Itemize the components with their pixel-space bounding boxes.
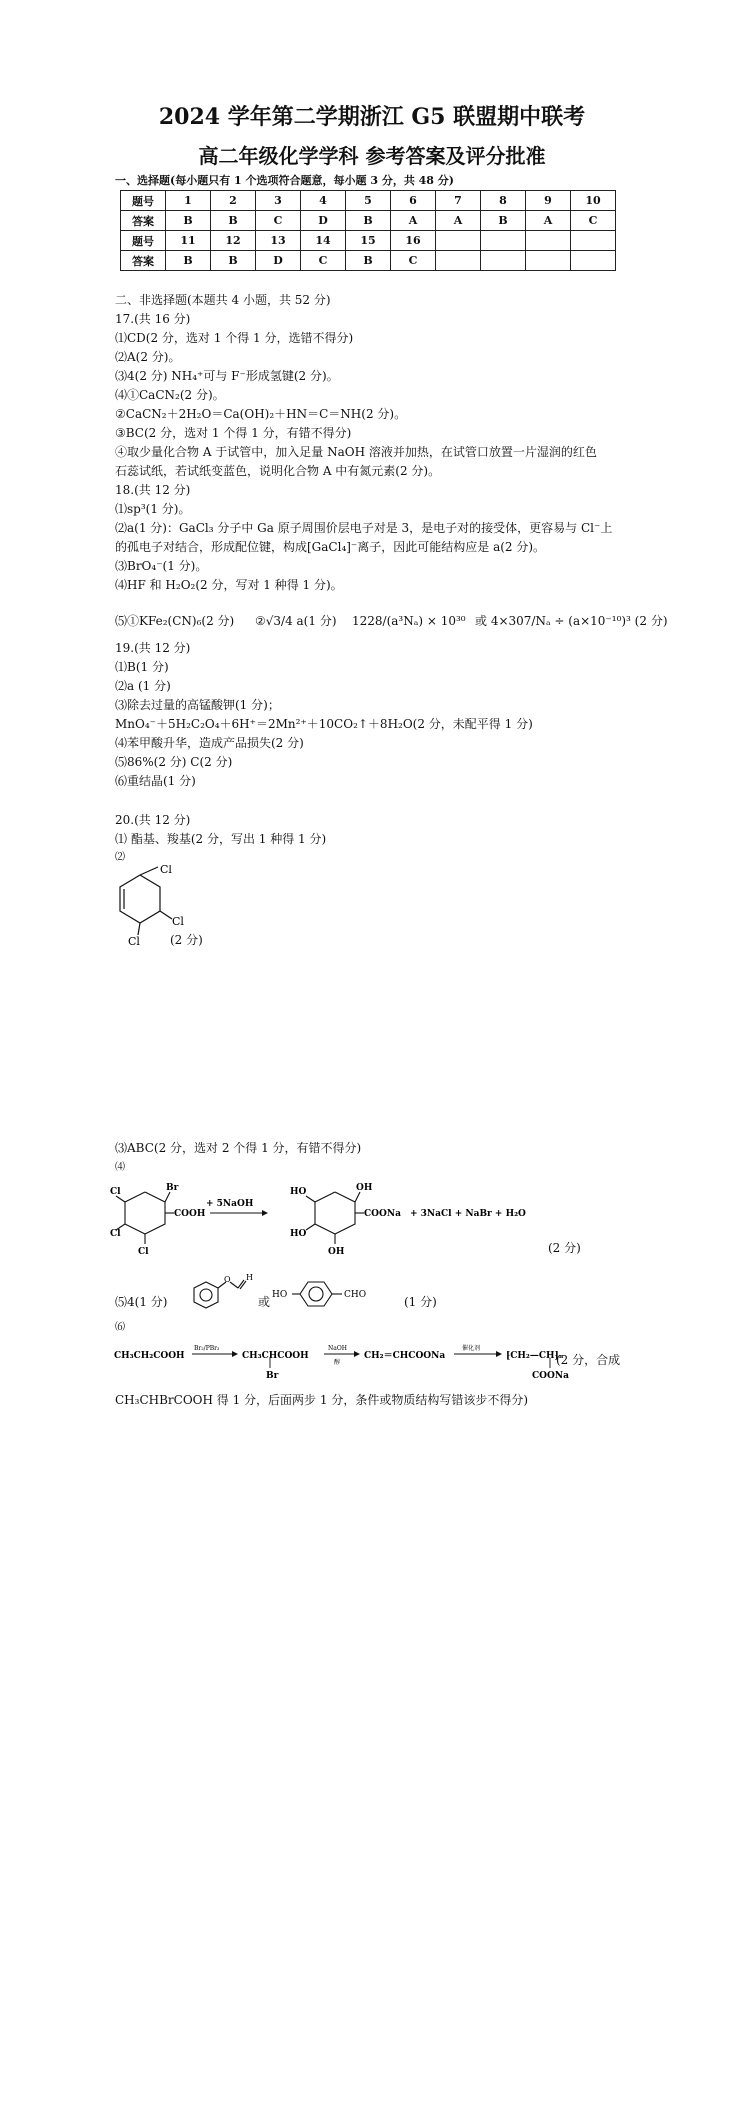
chem-label-s1: CH₃CH₂COOH <box>114 1351 185 1361</box>
q20-line: ⑸4(1 分) <box>115 1295 168 1309</box>
or-label: 或 <box>258 1295 271 1309</box>
q17-line: ⑶4(2 分) NH₄⁺可与 F⁻形成氢键(2 分)。 <box>115 369 339 383</box>
chem-label-ho: HO <box>272 1290 288 1300</box>
q18-line: ⑶BrO₄⁻(1 分)。 <box>115 559 208 573</box>
hydroxybenzaldehyde-structure <box>270 1272 390 1316</box>
chem-label-s2: CH₃CHCOOH <box>242 1351 309 1361</box>
q18-line: 的孤电子对结合，形成配位键，构成[GaCl₄]⁻离子，因此可能结构应是 a(2 分)。 <box>115 540 546 554</box>
table-cell: 10 <box>571 191 616 211</box>
table-cell: 9 <box>526 191 571 211</box>
q19-line: ⑵a (1 分) <box>115 679 171 693</box>
table-cell: 11 <box>166 231 211 251</box>
table-cell: 2 <box>211 191 256 211</box>
table-cell <box>526 251 571 271</box>
q20-score: (2 分) <box>548 1241 581 1255</box>
table-cell <box>571 251 616 271</box>
table-cell: 4 <box>301 191 346 211</box>
chem-label-c2b: 醇 <box>334 1359 341 1366</box>
table-cell: 8 <box>481 191 526 211</box>
table-cell: B <box>346 251 391 271</box>
table-cell: D <box>256 251 301 271</box>
table-cell <box>526 231 571 251</box>
q18-line: ⑷HF 和 H₂O₂(2 分，写对 1 种得 1 分)。 <box>115 578 343 592</box>
chem-label-cl: Cl <box>160 865 172 876</box>
table-cell: B <box>166 251 211 271</box>
table-cell: C <box>391 251 436 271</box>
q17-line: ⑵A(2 分)。 <box>115 350 181 364</box>
q19-line: MnO₄⁻＋5H₂C₂O₄＋6H⁺＝2Mn²⁺＋10CO₂↑＋8H₂O(2 分，未配平得 1 分) <box>115 717 533 731</box>
chem-label-cho: CHO <box>344 1290 367 1300</box>
table-cell: 3 <box>256 191 301 211</box>
q20-line: ⑵ <box>115 852 125 863</box>
chem-label-s3: CH₂＝CHCOONa <box>364 1351 446 1361</box>
q17-line: ⑴CD(2 分，选对 1 个得 1 分，选错不得分) <box>115 331 354 345</box>
chem-label-s4b: COONa <box>532 1371 569 1381</box>
table-cell: B <box>166 211 211 231</box>
answer-table <box>120 190 616 271</box>
table-cell: D <box>301 211 346 231</box>
table-cell <box>436 251 481 271</box>
section2-heading: 二、非选择题(本题共 4 小题，共 52 分) <box>115 293 331 307</box>
q18-line: ⑵a(1 分)：GaCl₃ 分子中 Ga 原子周围价层电子对是 3，是电子对的接受体，更容易与 Cl⁻上 <box>115 521 613 535</box>
chem-label-cl: Cl <box>128 935 140 945</box>
q20-line: ⑴ 酯基、羧基(2 分，写出 1 种得 1 分) <box>115 832 327 846</box>
table-cell: 14 <box>301 231 346 251</box>
chem-label-c2: NaOH <box>328 1345 347 1352</box>
q18-heading: 18.(共 12 分) <box>115 483 191 497</box>
chem-label-cl: Cl <box>110 1187 121 1197</box>
chem-label-br: Br <box>166 1183 179 1193</box>
chem-label-ho: HO <box>290 1187 307 1197</box>
table-cell: 7 <box>436 191 481 211</box>
q18-line: ⑸①KFe₂(CN)₆(2 分) <box>115 614 235 628</box>
table-cell: 答案 <box>121 251 166 271</box>
q19-line: ⑸86%(2 分) C(2 分) <box>115 755 233 769</box>
table-cell: 12 <box>211 231 256 251</box>
chem-label-ho: HO <box>290 1229 307 1239</box>
chem-label-cooh: COOH <box>174 1209 206 1219</box>
table-row <box>121 231 616 251</box>
chem-label-oh: OH <box>328 1247 345 1257</box>
table-cell: 16 <box>391 231 436 251</box>
q19-line: ⑹重结晶(1 分) <box>115 774 196 788</box>
q18-formula: 1228/(a³Nₐ) × 10³⁰ <box>352 614 466 628</box>
reaction-equation-q20-4 <box>110 1178 580 1258</box>
chem-label-cl: Cl <box>172 915 184 928</box>
table-cell: 1 <box>166 191 211 211</box>
q20-score: (1 分) <box>404 1295 437 1309</box>
chem-label-c3: 催化剂 <box>462 1345 481 1352</box>
table-cell <box>436 231 481 251</box>
section1-heading: 一、选择题(每小题只有 1 个选项符合题意，每小题 3 分，共 48 分) <box>115 174 455 187</box>
chem-label-c1: Br₂/PBr₃ <box>194 1345 220 1352</box>
q20-heading: 20.(共 12 分) <box>115 813 191 827</box>
table-cell: B <box>481 211 526 231</box>
table-cell: 5 <box>346 191 391 211</box>
table-cell: 6 <box>391 191 436 211</box>
table-cell: B <box>346 211 391 231</box>
table-cell: A <box>391 211 436 231</box>
q17-heading: 17.(共 16 分) <box>115 312 191 326</box>
chem-label-products: + 3NaCl + NaBr + H₂O <box>410 1209 526 1219</box>
synthesis-route <box>114 1338 584 1388</box>
q20-score: (2 分) <box>170 933 203 947</box>
table-cell: 题号 <box>121 231 166 251</box>
table-cell <box>571 231 616 251</box>
q18-formula: ②√3/4 a(1 分) <box>255 614 337 628</box>
chem-label-h: H <box>246 1273 253 1282</box>
table-cell: B <box>211 211 256 231</box>
q20-line: ⑷ <box>115 1162 125 1173</box>
q17-line: ⑷①CaCN₂(2 分)。 <box>115 388 225 402</box>
table-cell: C <box>571 211 616 231</box>
q20-score: (2 分，合成 <box>556 1353 621 1367</box>
table-row <box>121 211 616 231</box>
q18-formula: 或 4×307/Nₐ ÷ (a×10⁻¹⁰)³ (2 分) <box>475 614 668 628</box>
chem-label-oh: OH <box>356 1183 373 1193</box>
table-row <box>121 251 616 271</box>
chem-label-br: Br <box>266 1371 279 1381</box>
table-cell: 13 <box>256 231 301 251</box>
q17-line: ③BC(2 分，选对 1 个得 1 分，有错不得分) <box>115 426 352 440</box>
table-cell: C <box>301 251 346 271</box>
table-cell: A <box>526 211 571 231</box>
table-cell <box>481 231 526 251</box>
chem-label-o: O <box>224 1275 231 1284</box>
table-cell: A <box>436 211 481 231</box>
table-cell: 15 <box>346 231 391 251</box>
chem-label-s4: ⁅CH₂—CH⁆ₙ <box>506 1351 564 1361</box>
chem-label-cl: Cl <box>110 1229 121 1239</box>
table-cell <box>481 251 526 271</box>
page-title: 2024 学年第二学期浙江 G5 联盟期中联考 <box>158 104 586 130</box>
q17-line: 石蕊试纸，若试纸变蓝色，说明化合物 A 中有氮元素(2 分)。 <box>115 464 441 478</box>
q20-line: ⑹ <box>115 1322 125 1333</box>
table-cell: B <box>211 251 256 271</box>
q19-line: ⑷苯甲酸升华，造成产品损失(2 分) <box>115 736 304 750</box>
q20-line: CH₃CHBrCOOH 得 1 分，后面两步 1 分，条件或物质结构写错该步不得分) <box>115 1393 529 1407</box>
q20-line: ⑶ABC(2 分，选对 2 个得 1 分，有错不得分) <box>115 1141 362 1155</box>
phenyl-formate-structure <box>180 1270 260 1320</box>
chem-label-cl: Cl <box>138 1247 149 1257</box>
q17-line: ②CaCN₂＋2H₂O＝Ca(OH)₂＋HN＝C＝NH(2 分)。 <box>115 407 407 421</box>
page-subtitle: 高二年级化学学科 参考答案及评分批准 <box>198 144 546 168</box>
table-cell: C <box>256 211 301 231</box>
q18-line: ⑴sp³(1 分)。 <box>115 502 191 516</box>
table-cell: 题号 <box>121 191 166 211</box>
q17-line: ④取少量化合物 A 于试管中，加入足量 NaOH 溶液并加热，在试管口放置一片湿润的红色 <box>115 445 597 459</box>
q19-heading: 19.(共 12 分) <box>115 641 191 655</box>
chem-label-coona: COONa <box>364 1209 401 1219</box>
chem-label-naoh: + 5NaOH <box>206 1199 254 1209</box>
table-row <box>121 191 616 211</box>
q19-line: ⑶除去过量的高锰酸钾(1 分)； <box>115 698 280 712</box>
table-cell: 答案 <box>121 211 166 231</box>
q19-line: ⑴B(1 分) <box>115 660 169 674</box>
